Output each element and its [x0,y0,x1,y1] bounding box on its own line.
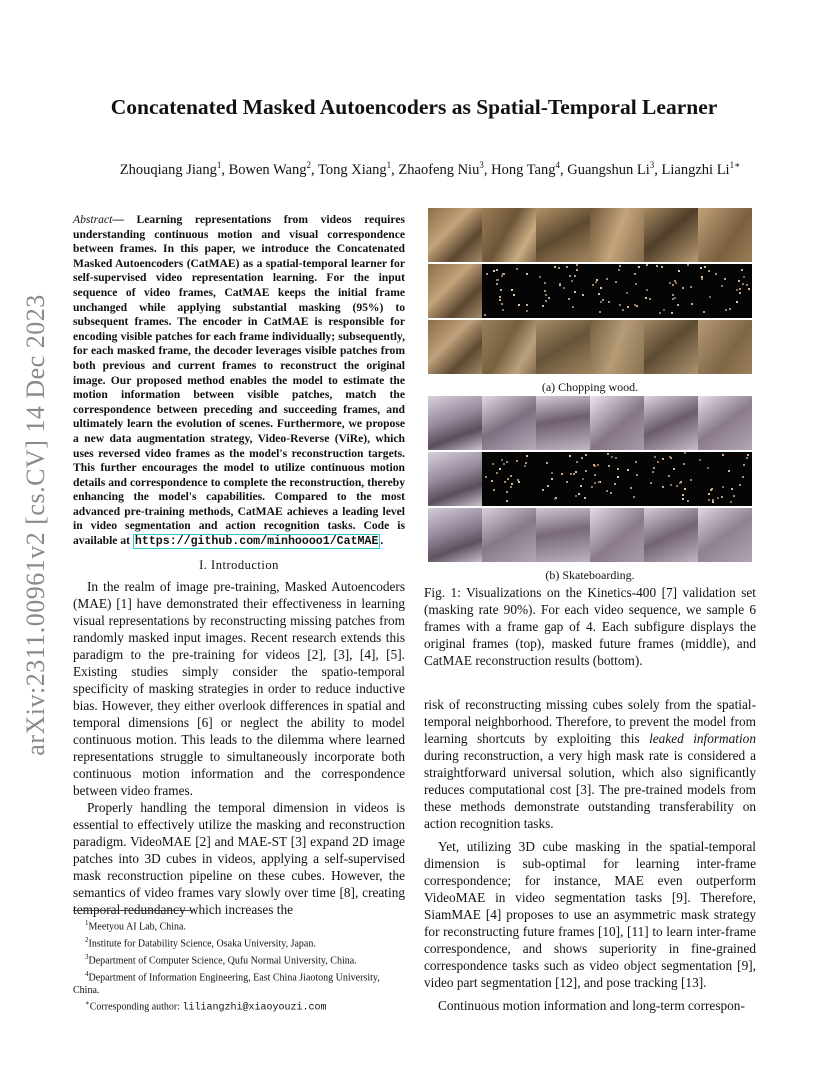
section-heading: I. Introduction [199,558,279,572]
masked-frame [698,452,752,506]
intro-paragraph-5: Continuous motion information and long-term correspon- [438,998,745,1013]
author-affiliation-mark: 1∗ [729,160,741,170]
footnote-4: $^4$Department of Information Engineering, East China Jiaotong University, China. [73,969,380,996]
original-frames-b [428,396,752,450]
author-affiliation-mark: 4 [555,160,560,170]
footnote-3: $^3$Department of Computer Science, Qufu Normal University, China. [85,952,357,967]
subcaption-a: (a) Chopping wood. [541,380,639,394]
masked-frame [644,264,698,318]
masked-frames-b [428,452,752,506]
figure-caption: Fig. 1: Visualizations on the Kinetics-400 [7] validation set (masking rate 90%). For each video sequence, we sample 6 frames with a frame gap of 4. Each subfigure displays the original frames (top), masked future frames (middle), and CatMAE reconstruction results (bottom). [424,585,756,668]
author-list: Zhouqiang Jiang$^1$, Bowen Wang$^2$, Tong Xiang$^1$, Zhaofeng Niu$^3$, Hong Tang$^4$, Guangshun Li$^3$, Liangzhi $Li^{1∗}$ [119,160,741,178]
original-frames-a [428,208,752,262]
footnotes [73,917,405,1015]
author-affiliation-mark: 1 [216,160,222,170]
masked-frame [590,264,644,318]
paper-title: Concatenated Masked Autoencoders as Spatial-Temporal Learner [110,95,718,119]
author-name: Liangzhi Li [661,161,730,178]
author-affiliation-mark: 1 [386,160,392,170]
masked-frame [482,264,536,318]
reconstructed-frames-a [428,320,752,374]
masked-frame [536,264,590,318]
intro-column-right [424,696,756,1014]
intro-paragraph-1: In the realm of image pre-training, Masked Autoencoders (MAE) [1] have demonstrated their effectiveness in learning visual representations by reconstructing missing patches from randomly masked input images. Recent research extends this paradigm to the pre-training for videos [2], [3], [4], [5]. Existing studies simply consider the spatio-temporal specificity of masking strategies in order to reduce inductive bias. However, they either overlook differences in spatial and temporal dimensions [6] or neglect the ability to model continuous motion. This leads to the dilemma where learned representations struggle to simultaneously incorporate both continuous motion information and the correspondence between video frames. [73,579,405,798]
corresponding-author: ∗Corresponding author: liliangzhi@xiaoyouzi.com [85,999,327,1014]
author-affiliation-mark: 3 [649,160,655,170]
intro-column-left [73,578,405,918]
abstract-label: Abstract [73,213,113,226]
author-name: Tong Xiang [318,161,387,178]
abstract-text: — Learning representations from videos requires understanding continuous motion and visual correspondence between frames. In this paper, we introduce the Concatenated Masked Autoencoders (CatMAE) as a spatial-temporal learner for self-supervised video representation learning. For the input sequence of video frames, CatMAE keeps the initial frame unchanged while applying substantial masking (95%) to subsequent frames. The encoder in CatMAE is responsible for encoding visible patches for each frame individually; subsequently, for each masked frame, the decoder leverages visible patches from both previous and current frames to reconstruct the original image. Our proposed method enables the model to estimate the motion information between visible patches, match the correspondence between preceding and succeeding frames, and ultimately learn the evolution of scenes. Furthermore, we propose a new data augmentation strategy, Video-Reverse (ViRe), which uses reversed video frames as the model's reconstruction targets. This further encourages the model to utilize continuous motion details and correspondence to complete the reconstruction, thereby enhancing the model's capabilities. Compared to the most advanced pre-training methods, CatMAE achieves a leading level in video segmentation and action recognition tasks. Code is available at [73,213,405,548]
email-link[interactable]: liliangzhi@xiaoyouzi.com [182,1002,327,1014]
masked-frame [644,452,698,506]
masked-frame [536,452,590,506]
figure-chopping-wood [424,208,756,395]
author-name: Bowen Wang [228,161,307,178]
author-affiliation-mark: 3 [479,160,484,170]
intro-paragraph-4: Yet, utilizing 3D cube masking in the spatial-temporal dimension is sub-optimal for learning inter-frame correspondence; for instance, MAE even outperform VideoMAE in video segmentation tasks [9]. Therefore, SiamMAE [4] proposes to use an asymmetric mask strategy for reconstructing future frames [10], [11] to learn inter-frame correspondence, and shows superiority in fine-grained correspondence tasks such as video object segmentation [9], video part segmentation [12], and pose tracking [13]. [424,839,756,990]
reconstructed-frames-b [428,508,752,562]
masked-frame [590,452,644,506]
subcaption-b: (b) Skateboarding. [545,568,635,582]
masked-frame [698,264,752,318]
author-name: Guangshun Li [567,161,650,178]
code-link[interactable]: https://github.com/minhoooo1/CatMAE [134,535,379,549]
masked-frames-a [428,264,752,318]
arxiv-identifier: arXiv:2311.00961v2 [cs.CV] 14 Dec 2023 [21,294,50,756]
masked-frame [482,452,536,506]
author-name: Zhaofeng Niu [398,161,480,178]
footnote-2: $^2$Institute for Datability Science, Osaka University, Japan. [85,935,316,950]
intro-paragraph-3: risk of reconstructing missing cubes solely from the spatial-temporal neighborhood. Therefore, to prevent the model from learning shortcuts by exploiting this leaked information during reconstruction, a very high mask rate is considered a straightforward universal solution, which also significantly reduces computational cost [3]. The pre-trained models from these methods demonstrate outstanding transferability on action recognition tasks. [424,697,756,831]
author-name: Hong Tang [491,161,556,178]
footnote-1: $^1$Meetyou AI Lab, China. [85,919,186,933]
intro-paragraph-2: Properly handling the temporal dimension in videos is essential to effectively utilize the masking and reconstruction paradigm. VideoMAE [2] and MAE-ST [3] expand 2D image patches into 3D cubes in videos, applying a self-supervised mask reconstruction pipeline on these cubes. However, the semantics of video frames vary slowly over time [8], creating temporal redundancy which increases the [73,800,405,917]
abstract: Abstract— Learning representations from videos requires understanding continuous motion and visual correspondence between frames. In this paper, we introduce the Concatenated Masked Autoencoders (CatMAE) as a spatial-temporal learner for self-supervised video representation learning. For the input sequence of video frames, CatMAE keeps the initial frame unchanged while applying substantial masking (95%) to subsequent frames. The encoder in CatMAE is responsible for encoding visible patches for each frame individually; subsequently, for each masked frame, the decoder leverages visible patches from both previous and current frames to reconstruct the original image. Our proposed method enables the model to estimate the motion information between visible patches, match the correspondence between preceding and succeeding frames, and ultimately learn the evolution of scenes. Furthermore, we propose a new data augmentation strategy, Video-Reverse (ViRe), which uses reversed video frames as the model's reconstruction targets. This further encourages the model to utilize continuous motion details and correspondence to complete the reconstruction, thereby enhancing the model's capabilities. Compared to the most advanced pre-training methods, CatMAE achieves a leading level in video segmentation and action recognition tasks. Code is available at https://github.com/minhoooo1/CatMAE . [73,213,405,549]
footnote-rule [73,910,193,911]
figure-skateboarding [424,396,756,583]
author-affiliation-mark: 2 [306,160,311,170]
author-name: Zhouqiang Jiang [119,161,217,178]
